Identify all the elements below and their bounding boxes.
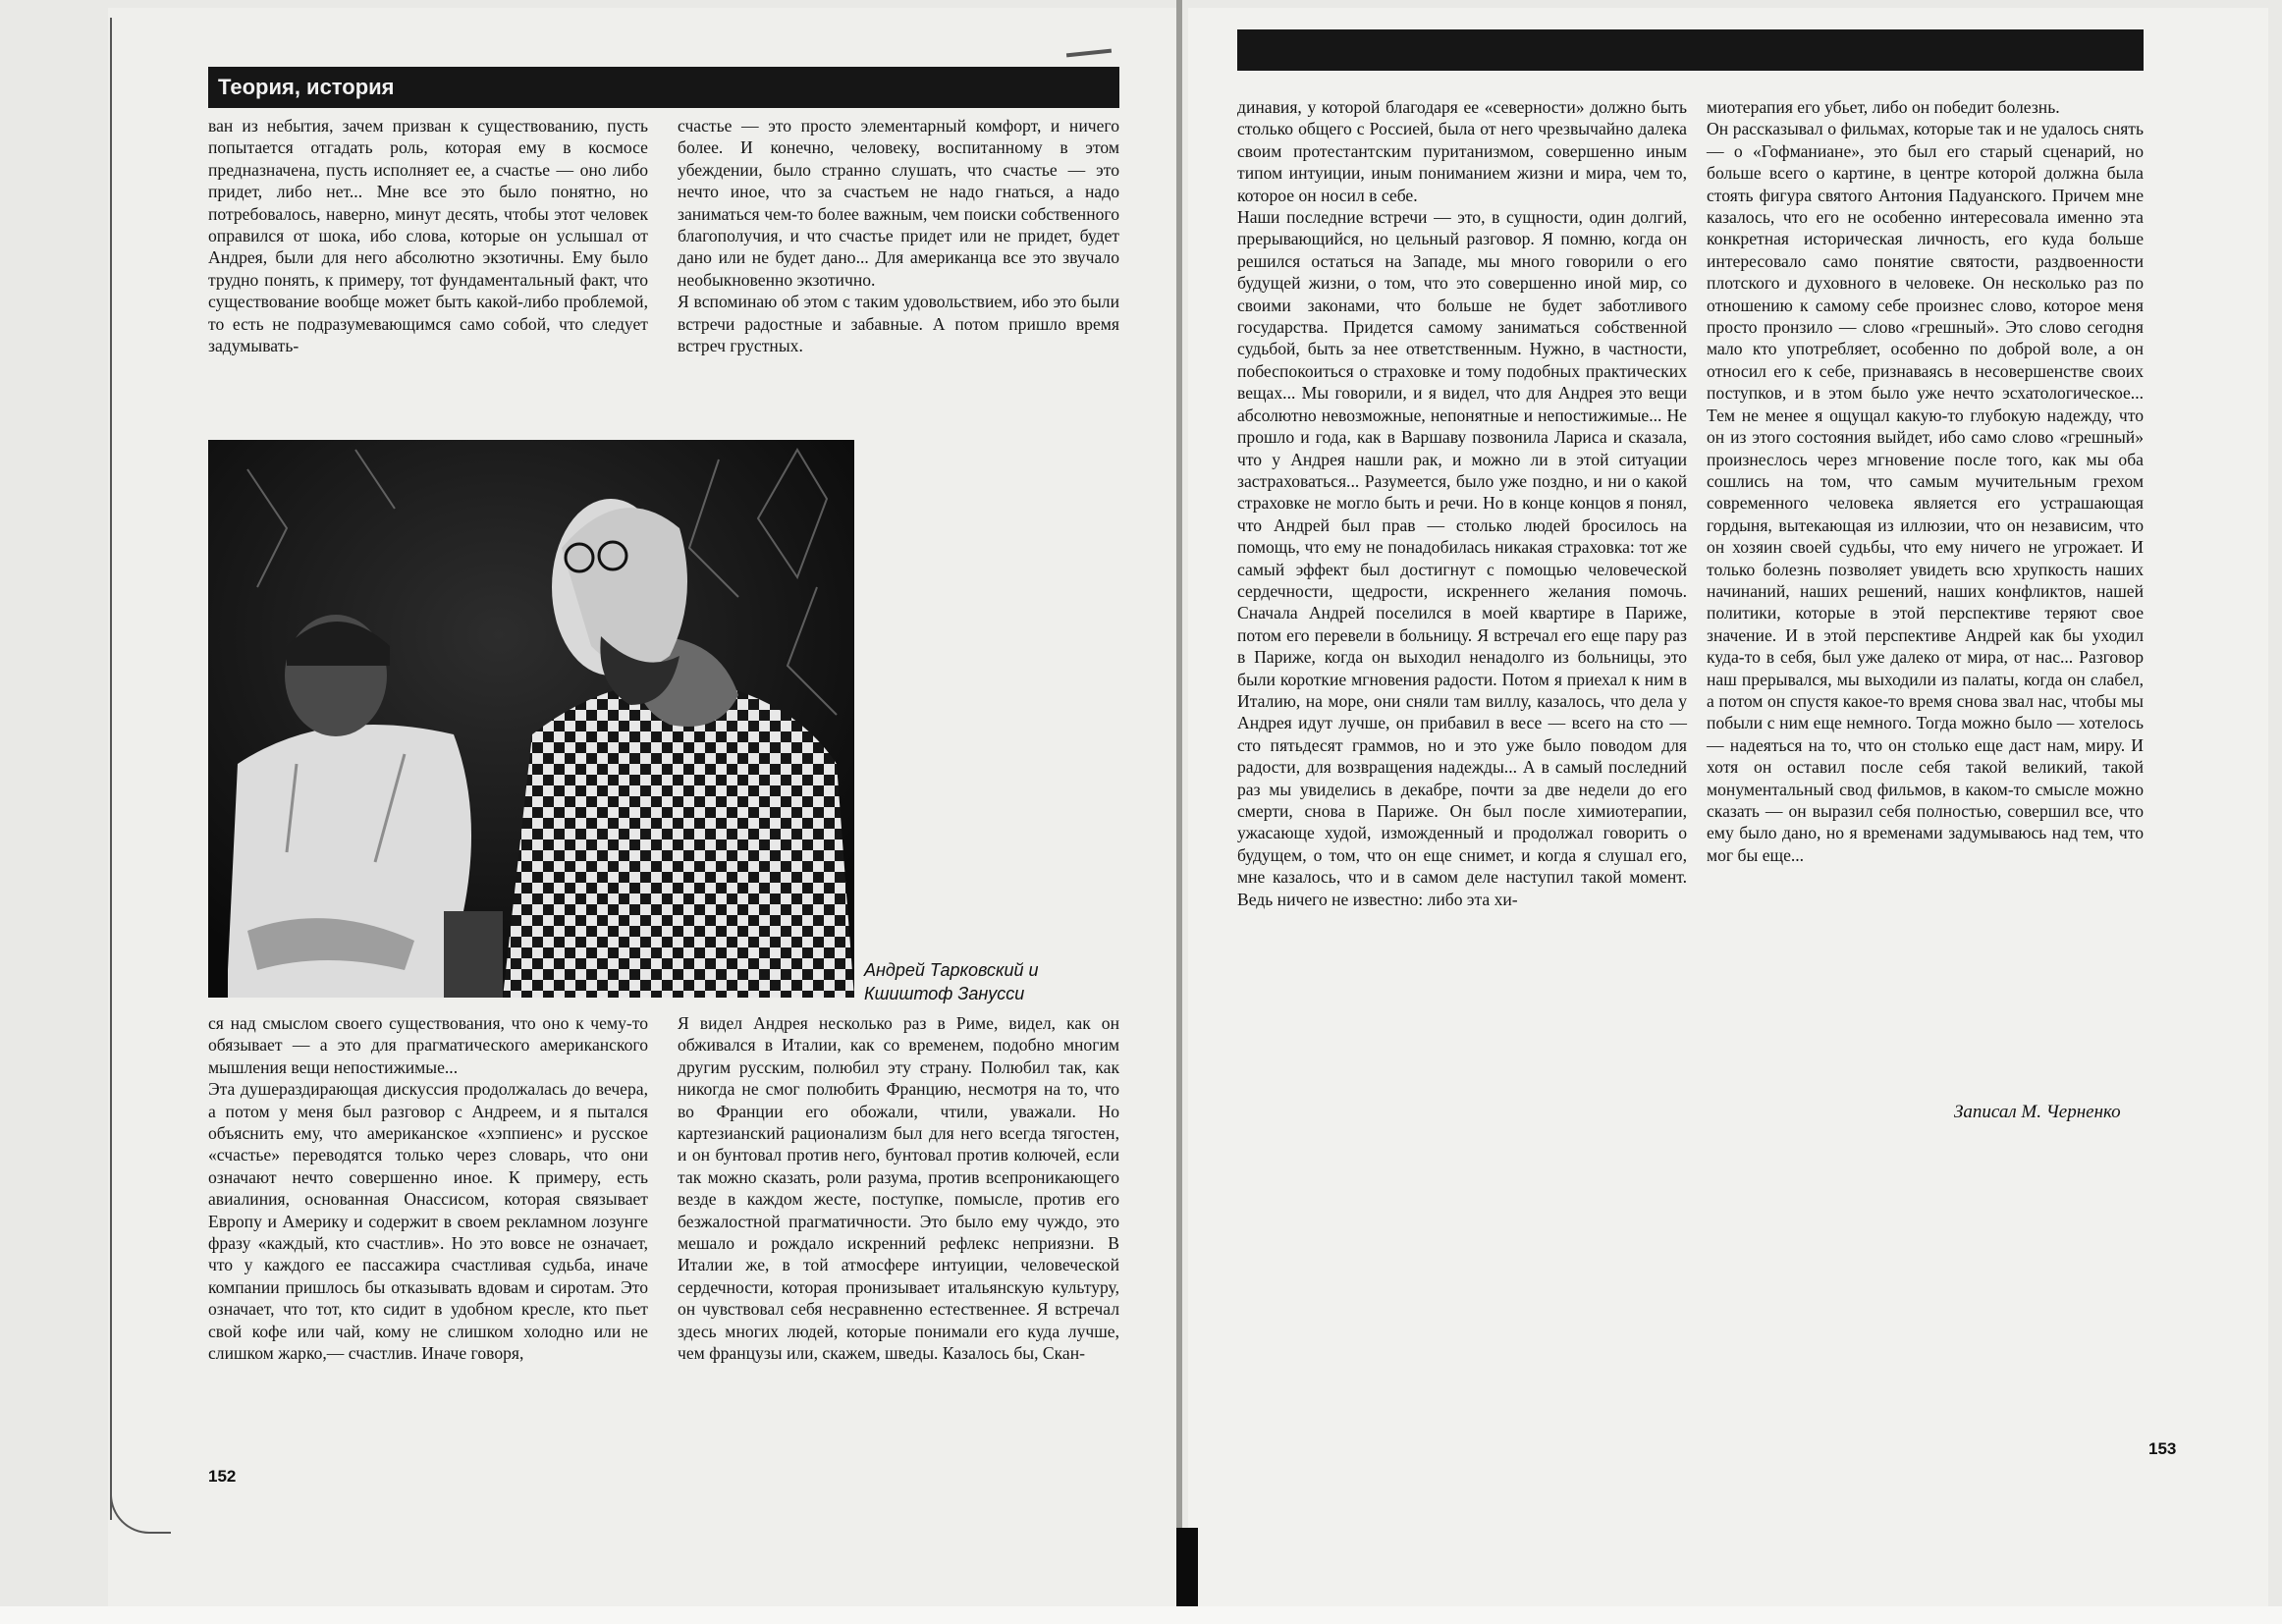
left-column-2-text: счастье — это просто элементарный комфорт, и ничего более. И конечно, человеку, воспитанному в этом убеждении, было странно слушать, что счастье — это нечто иное, что за счастьем не надо гнаться, а надо заниматься чем-то более важным, чем поиски собственного благополучия, и что счастье придет или не придет, будет дано или не будет дано... Для американца все это звучало необыкновенно экзотично. Я вспоминаю об этом с таким удовольствием, ибо это были встречи радостные и забавные. А потом пришло время встреч грустных.	[678, 116, 1119, 356]
page-number-right: 153	[2148, 1439, 2177, 1458]
section-title: Теория, история	[218, 75, 395, 99]
photo-tarkovsky-zanussi	[208, 440, 854, 998]
left-column-1-text: ван из небытия, зачем призван к существованию, пусть попытается отгадать роль, которая ему в космосе предназначена, пусть исполняет ее, а счастье — оно либо придет, либо нет... Мне все это было понятно, но потребовалось, наверно, минут десять, чтобы этот человек оправился от шока, ибо слова, которые он услышал от Андрея, были для него абсолютно экзотичны. Ему было трудно понять, к примеру, тот фундаментальный факт, что существование вообще может быть какой-либо проблемой, то есть не подразумевающимся само собой, что следует задумывать-	[208, 116, 648, 356]
author-signature: Записал М. Черненко	[1954, 1102, 2121, 1122]
page-edge-line	[110, 18, 112, 1520]
right-column-2-text: миотерапия его убьет, либо он победит болезнь. Он рассказывал о фильмах, которые так и не удалось снять — о «Гофманиане», это был его старый сценарий, но больше всего о картине, в центре которой должна была стоять фигура святого Антония Падуанского. Причем мне казалось, что его не особенно интересовала именно эта конкретная историческая личность, его куда больше интересовало само понятие святости, раздвоенности плотского и духовного в человеке. Он несколько раз по отношению к самому себе произнес слово, которое меня просто пронзило — слово «грешный». Это слово сегодня мало кто употребляет, особенно по доброй воле, а он относил его к себе, признаваясь в несовершенстве своих поступков, и в этом было уже нечто эсхатологическое... Тем не менее я ощущал какую-то глубокую надежду, что он из этого состояния выйдет, ибо само слово «грешный» произнеслось через мгновение после того, как мы оба сошлись на том, что самым мучительным грехом современного человека является его устрашающая гордыня, вытекающая из иллюзии, что он независим, что он хозяин своей судьбы, что ему ничего не угрожает. И только болезнь позволяет увидеть всю хрупкость наших начинаний, наших решений, наших конфликтов, нашей политики, которые в этой перспективе теряют свое значение. И в этой перспективе Андрей как бы уходил куда-то в себя, был уже далеко от мира, от нас... Разговор наш прерывался, мы выходили из палаты, когда он слабел, а потом он спустя какое-то время снова звал нас, чтобы мы побыли с ним еще немного. Тогда можно было — хотелось — надеяться на то, что он столько еще даст нам, миру. И хотя он оставил после себя такой великий, такой монументальный свод фильмов, в каком-то смысле можно сказать — он выразил себя полностью, совершил все, что ему было дано, но я временами задумываюсь над тем, что мог бы еще...	[1707, 97, 2144, 865]
photo-image	[208, 440, 854, 998]
scan-bottom-edge	[0, 1606, 2282, 1624]
page-number-left: 152	[208, 1467, 237, 1486]
section-header-bar	[208, 67, 1119, 108]
right-header-bar	[1237, 29, 2144, 71]
left-column-3-text: ся над смыслом своего существования, что оно к чему-то обязывает — а это для прагматического американского мышления вещи непостижимые... Эта душераздирающая дискуссия продолжалась до вечера, а потом у меня был разговор с Андреем, и я пытался объяснить ему, что американское «хэппиенс» и русское «счастье» переводятся только через словарь, что они означают нечто совершенно иное. К примеру, есть авиалиния, основанная Онассисом, которая связывает Европу и Америку и содержит в своем рекламном лозунге фразу «каждый, кто счастлив». Но это вовсе не означает, что у каждого ее пассажира счастливая судьба, иначе компании пришлось бы отказывать вдовам и сиротам. Это означает, что тот, кто сидит в удобном кресле, кто пьет свой кофе или чай, кому не слишком холодно или не слишком жарко,— счастлив. Иначе говоря,	[208, 1013, 648, 1364]
right-column-1-text: динавия, у которой благодаря ее «северности» должно быть столько общего с Россией, была от него чрезвычайно далека своим протестантским пуританизмом, совершенно иным типом интуиции, иным пониманием жизни и мира, чем то, которое он носил в себе. Наши последние встречи — это, в сущности, один долгий, прерывающийся, но цельный разговор. Я помню, когда он решился остаться на Западе, мы много говорили о его будущей жизни, о том, что это совершенно иной мир, со своими законами, что больше не будет заботливого государства. Придется самому заниматься собственной судьбой, быть за нее ответственным. Нужно, в частности, побеспокоиться о страховке и тому подобных практических вещах... Мы говорили, и я видел, что для Андрея это вещи абсолютно невозможные, непонятные и непостижимые... Не прошло и года, как в Варшаву позвонила Лариса и сказала, что у Андрея нашли рак, и можно ли в этой ситуации застраховаться... Разумеется, было уже поздно, и ни о какой страховке не могло быть и речи. Но в конце концов я понял, что Андрей был прав — столько людей бросилось на помощь, что ему не понадобилась никакая страховка: тот же самый эффект был достигнут с помощью человеческой сердечности, щедрости, искреннего желания помочь. Сначала Андрей поселился в моей квартире в Париже, потом его перевели в больницу. Я встречал его еще пару раз в Париже, когда он выходил ненадолго из больницы, это были короткие мгновения радости. Потом я приехал к ним в Италию, на море, они сняли там виллу, казалось, что дела у Андрея идут лучше, он прибавил в весе — всего на сто — сто пятьдесят граммов, но и это уже было поводом для радости, для возвращения надежды... А в самый последний раз мы увиделись в декабре, почти за две недели до его смерти, снова в Париже. Он был после химиотерапии, ужасающе худой, изможденный и продолжал говорить о будущем, о том, что он еще снимет, и когда я слушал его, мне казалось, что и в самом деле наступил такой момент. Ведь ничего не известно: либо эта хи-	[1237, 97, 1687, 909]
photo-caption: Андрей Тарковский и Кшиштоф Занусси	[864, 960, 1039, 1003]
left-column-4-text: Я видел Андрея несколько раз в Риме, видел, как он обживался в Италии, как со временем, подобно многим другим русским, полюбил эту страну. Полюбил так, как никогда не смог полюбить Францию, несмотря на то, что во Франции его обожали, чтили, уважали. Но картезианский рационализм был для него всегда тягостен, и он бунтовал против него, бунтовал против колючей, если так можно сказать, роли разума, против всепроникающего везде в каждом жесте, поступке, помысле, против его безжалостной прагматичности. Это было ему чуждо, это мешало и рождало искренний рефлекс неприязни. В Италии же, в той атмосфере интуиции, человеческой сердечности, которая пронизывает итальянскую культуру, он чувствовал себя несравненно естественнее. Я встречал здесь многих людей, которые понимали его куда лучше, чем французы или, скажем, шведы. Казалось бы, Скан-	[678, 1013, 1119, 1364]
book-spine	[1176, 0, 1182, 1624]
